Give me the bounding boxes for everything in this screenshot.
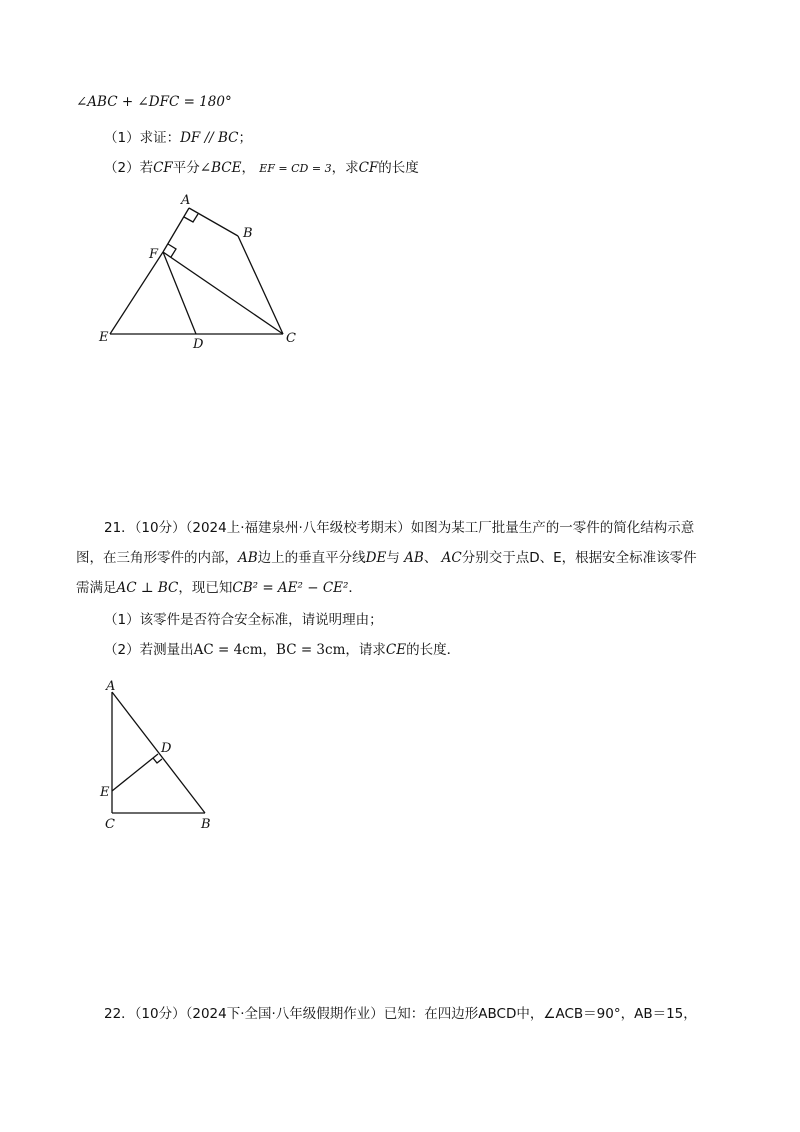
- q21-part2-text-a: （2）若测量出: [104, 642, 194, 658]
- q20-part2-cf2: CF: [358, 160, 379, 176]
- q21-figure: [95, 672, 225, 837]
- q20-part2-suffix: 的长度: [378, 160, 419, 176]
- segment-AB: [112, 692, 205, 813]
- segment-FE: [110, 252, 163, 334]
- q21-part1: （1）该零件是否符合安全标准，请说明理由；: [104, 612, 383, 628]
- q21-line2: [76, 548, 697, 568]
- q21-line3-text-a: 需满足: [76, 580, 117, 596]
- right-angle-mark-A: [184, 214, 198, 222]
- label-B: B: [243, 226, 253, 241]
- q21-part2-ac: AC = 4cm: [193, 642, 263, 658]
- segment-ED: [112, 754, 158, 791]
- q21-part2: [104, 640, 460, 660]
- q20-part2-eq: EF = CD = 3: [259, 162, 332, 175]
- q21-part2-bc: BC = 3cm: [276, 642, 346, 658]
- q21-part2-ce: CE: [385, 642, 407, 658]
- q21-line2-text-b: 边上的垂直平分线: [257, 550, 366, 566]
- right-angle-mark-D: [153, 758, 162, 763]
- segment-AB: [189, 208, 238, 236]
- label-C: C: [105, 817, 115, 832]
- segment-AF: [163, 208, 189, 252]
- label-A: A: [106, 679, 116, 694]
- q21-part2-text-b: ，: [262, 642, 277, 658]
- q20-part2-angle: ∠BCE: [199, 160, 242, 176]
- q20-part2: [104, 158, 419, 179]
- label-B: B: [201, 817, 211, 832]
- q21-line3: [76, 578, 362, 598]
- label-A: A: [181, 193, 191, 208]
- q21-line2-ab2: AB: [404, 550, 424, 566]
- q20-figure: [95, 190, 310, 355]
- segment-FD: [163, 252, 196, 334]
- q20-part1-prefix: （1）求证：: [104, 130, 181, 146]
- q21-line3-perp: AC ⊥ BC: [116, 580, 179, 596]
- q20-part2-prefix: （2）若: [104, 160, 154, 176]
- q20-part2-cf: CF: [153, 160, 173, 176]
- q21-line2-text-e: 分别交于点D、E，根据安全标准该零件: [461, 550, 697, 566]
- label-D: D: [193, 337, 204, 352]
- q20-part2-mid: 平分: [172, 160, 200, 176]
- q20-part1-suffix: ；: [238, 130, 252, 146]
- q21-line2-text-a: 图，在三角形零件的内部，: [76, 550, 238, 566]
- q21-line1: 21．（10分）（2024上·福建泉州·八年级校考期末）如图为某工厂批量生产的一零件的简化结构示意: [104, 520, 695, 536]
- q21-part2-text-d: 的长度．: [406, 642, 461, 658]
- q21-line2-ab: AB: [238, 550, 258, 566]
- q21-line3-text-c: ．: [348, 580, 362, 596]
- q20-part1: [104, 128, 252, 148]
- label-C: C: [286, 331, 296, 346]
- label-E: E: [99, 330, 109, 345]
- q21-line2-text-c: 与: [386, 550, 400, 566]
- q21-line2-ac: AC: [441, 550, 462, 566]
- q20-condition-line: ∠ABC + ∠DFC = 180°: [76, 94, 232, 110]
- q21-part2-text-c: ，请求: [345, 642, 386, 658]
- q20-part1-math: DF // BC: [180, 130, 239, 146]
- q21-line3-text-b: ，现已知: [178, 580, 233, 596]
- q20-part2-ask: ，求: [331, 160, 359, 176]
- q21-line2-text-d: 、: [423, 550, 438, 566]
- q20-part2-comma: ，: [241, 160, 255, 176]
- right-angle-mark-F: [168, 244, 176, 257]
- segment-FC: [163, 252, 283, 334]
- q22-line1: 22．（10分）（2024下·全国·八年级假期作业）已知：在四边形ABCD中，∠ACB＝90°，AB＝15，: [104, 1006, 697, 1022]
- label-D: D: [161, 741, 172, 756]
- label-F: F: [149, 247, 159, 262]
- q21-line2-de: DE: [365, 550, 387, 566]
- label-E: E: [100, 785, 110, 800]
- q21-line3-eq: CB² = AE² − CE²: [232, 580, 349, 596]
